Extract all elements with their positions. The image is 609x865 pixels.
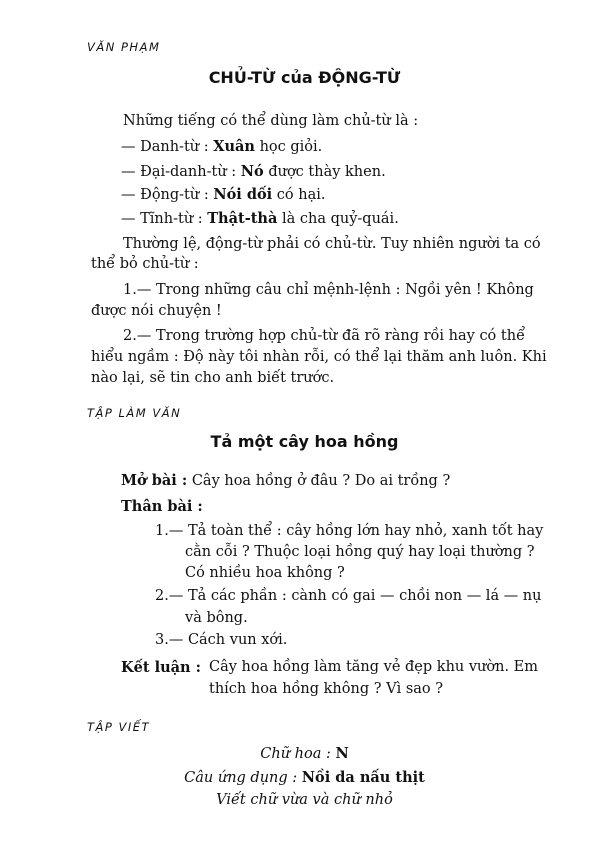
point-line: cằn cỗi ? Thuộc loại hồng quý hay loại thường ? bbox=[185, 544, 535, 560]
example-line bbox=[121, 186, 325, 203]
example-label: — Động-từ : bbox=[121, 187, 209, 203]
paragraph-line: thể bỏ chủ-từ : bbox=[91, 256, 199, 272]
section-label-grammar: VĂN PHẠM bbox=[87, 40, 161, 54]
case-line: được nói chuyện ! bbox=[91, 303, 222, 319]
example-rest: học giỏi. bbox=[259, 139, 323, 155]
intro-label: Mở bài : bbox=[121, 472, 188, 489]
section-label-handwriting: TẬP VIẾT bbox=[87, 720, 151, 734]
example-rest: có hại. bbox=[276, 187, 326, 203]
capital-letter: N bbox=[335, 745, 349, 762]
example-line bbox=[121, 210, 399, 227]
phrase-text: Nồi da nấu thịt bbox=[301, 769, 425, 786]
case-line: 1.— Trong những câu chỉ mệnh-lệnh : Ngồi yên ! Không bbox=[123, 282, 534, 298]
case-line: 2.— Trong trường hợp chủ-từ đã rõ ràng rồi hay có thể bbox=[123, 328, 525, 344]
example-rest: là cha quỷ-quái. bbox=[281, 211, 399, 227]
phrase-label: Câu ứng dụng : bbox=[184, 770, 298, 786]
example-label: — Tĩnh-từ : bbox=[121, 211, 203, 227]
composition-title: Tả một cây hoa hồng bbox=[210, 432, 399, 451]
point-line: 2.— Tả các phần : cành có gai — chồi non — lá — nụ bbox=[155, 588, 542, 604]
point-line: Có nhiều hoa không ? bbox=[185, 565, 345, 581]
handwriting-instruction: Viết chữ vừa và chữ nhỏ bbox=[216, 792, 393, 808]
conclusion-line: thích hoa hồng không ? Vì sao ? bbox=[209, 681, 444, 697]
example-line bbox=[121, 163, 386, 180]
section-label-composition: TẬP LÀM VĂN bbox=[87, 406, 182, 420]
example-line bbox=[121, 138, 322, 155]
phrase-line bbox=[0, 769, 609, 786]
body-label: Thân bài : bbox=[121, 498, 203, 515]
intro-line bbox=[121, 472, 450, 489]
example-label: — Danh-từ : bbox=[121, 139, 209, 155]
capital-label: Chữ hoa : bbox=[260, 746, 331, 762]
example-rest: được thày khen. bbox=[268, 164, 386, 180]
point-line: 3.— Cách vun xới. bbox=[155, 632, 288, 648]
example-subject: Nó bbox=[240, 163, 264, 180]
conclusion-label: Kết luận : bbox=[121, 659, 201, 676]
paragraph-line: Thường lệ, động-từ phải có chủ-từ. Tuy nhiên người ta có bbox=[123, 236, 541, 252]
example-subject: Thật-thà bbox=[207, 210, 278, 227]
capital-line bbox=[0, 745, 609, 762]
intro-text: Cây hoa hồng ở đâu ? Do ai trồng ? bbox=[191, 473, 451, 489]
case-line: nào lại, sẽ tin cho anh biết trước. bbox=[91, 370, 335, 386]
example-subject: Nói dối bbox=[213, 186, 273, 203]
conclusion-line: Cây hoa hồng làm tăng vẻ đẹp khu vườn. Em bbox=[209, 659, 539, 675]
point-line: và bông. bbox=[185, 610, 248, 626]
grammar-intro: Những tiếng có thể dùng làm chủ-từ là : bbox=[123, 113, 419, 129]
case-line: hiểu ngầm : Độ này tôi nhàn rỗi, có thể lại thăm anh luôn. Khi bbox=[91, 349, 547, 365]
example-subject: Xuân bbox=[213, 138, 255, 155]
grammar-title: CHỦ-TỪ của ĐỘNG-TỪ bbox=[208, 68, 401, 87]
example-label: — Đại-danh-từ : bbox=[121, 164, 237, 180]
point-line: 1.— Tả toàn thể : cây hồng lớn hay nhỏ, xanh tốt hay bbox=[155, 523, 544, 539]
